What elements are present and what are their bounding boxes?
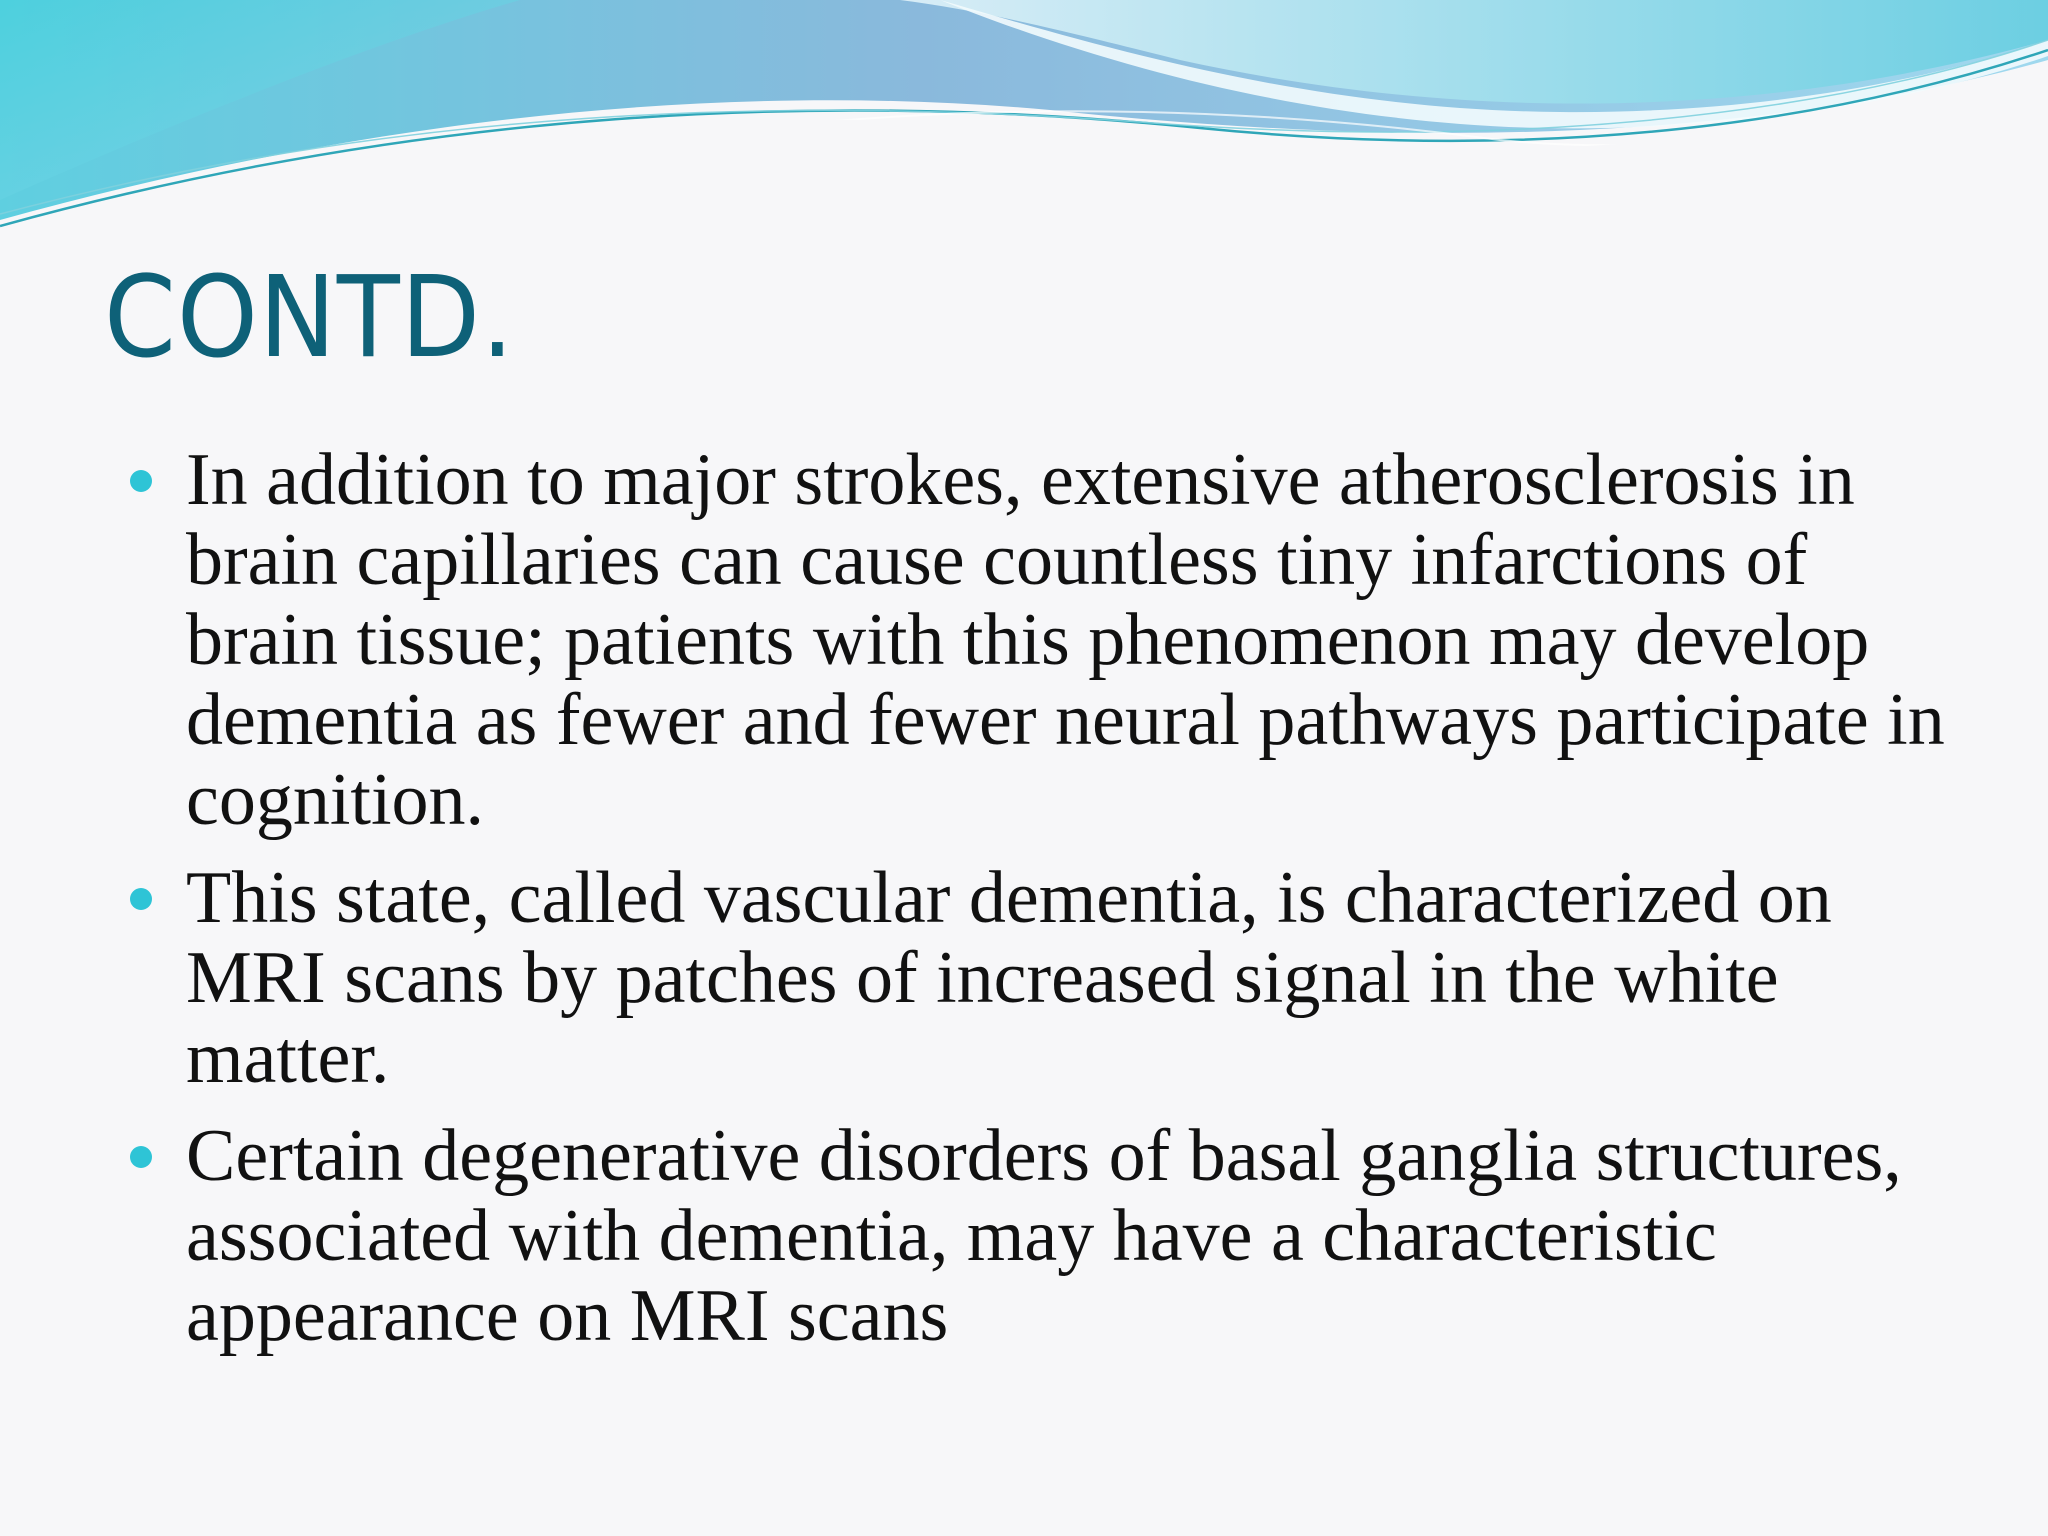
bullet-dot-icon bbox=[130, 470, 152, 492]
bullet-item bbox=[186, 440, 1976, 840]
bullet-text: Certain degenerative disorders of basal ganglia structures, associated with dementia, may have a characteristic appearance on MRI scans bbox=[186, 1115, 1902, 1357]
bullet-item bbox=[186, 1116, 1976, 1356]
bullet-dot-icon bbox=[130, 1146, 152, 1168]
slide-title: CONTD. bbox=[104, 253, 515, 383]
bullet-dot-icon bbox=[130, 888, 152, 910]
bullet-item bbox=[186, 858, 1976, 1098]
header-wave-decoration bbox=[0, 0, 2048, 240]
bullet-text: In addition to major strokes, extensive atherosclerosis in brain capillaries can cause countless tiny infarctions of brain tissue; patients with this phenomenon may develop dementia as fewer and fewer neural pathways participate in cognition. bbox=[186, 439, 1945, 841]
bullet-list bbox=[186, 440, 1976, 1374]
bullet-text: This state, called vascular dementia, is characterized on MRI scans by patches of increased signal in the white matter. bbox=[186, 857, 1832, 1099]
